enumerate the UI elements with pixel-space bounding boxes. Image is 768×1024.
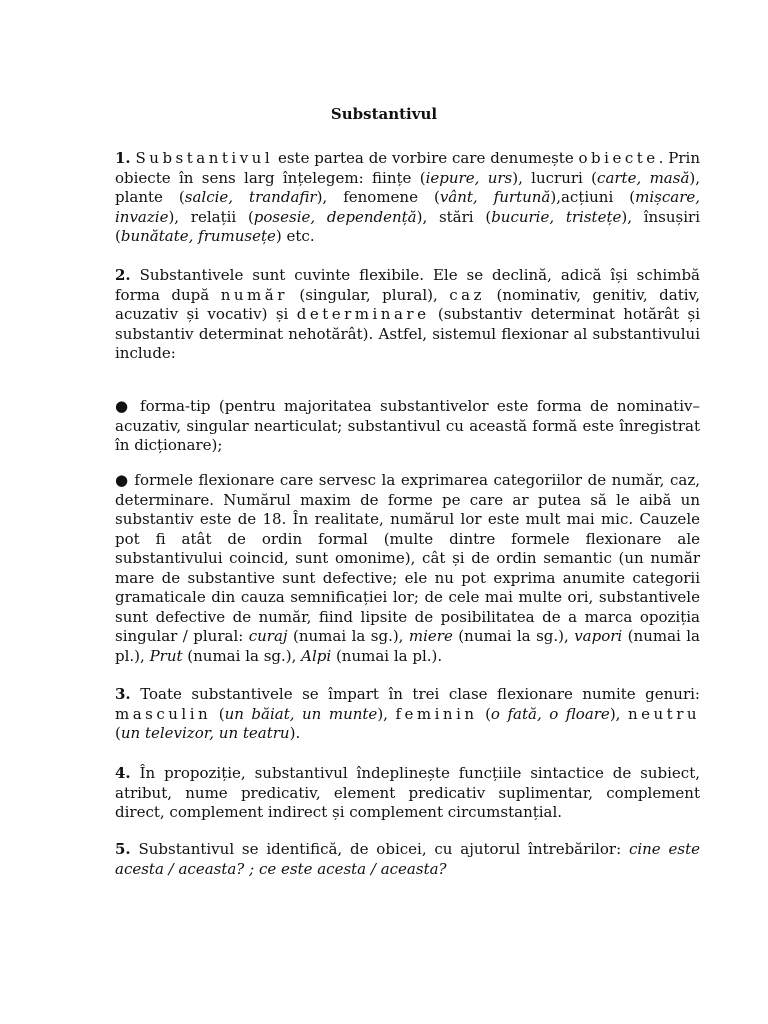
paragraph-text: ), fenomene ( bbox=[316, 188, 440, 206]
paragraph-text: Substantivul se identifică, de obicei, cu ajutorul întrebărilor: bbox=[130, 840, 629, 858]
paragraph-text: ), însușiri ( bbox=[115, 207, 700, 245]
example-italic: Alpi bbox=[301, 646, 332, 665]
paragraph-text: (numai la pl.). bbox=[331, 646, 443, 665]
paragraph-text: ), relații ( bbox=[168, 207, 254, 226]
bullet-icon: ● bbox=[115, 471, 129, 489]
paragraph-text: ), lucruri ( bbox=[512, 168, 598, 187]
example-italic: cine este acesta / aceasta? ; ce este acesta / aceasta? bbox=[115, 840, 700, 878]
paragraph-text: (numai la sg.), bbox=[287, 627, 409, 645]
paragraph-3 bbox=[91, 685, 700, 744]
example-italic: carte, masă bbox=[597, 168, 690, 187]
paragraph-text: ), bbox=[377, 704, 396, 723]
spaced-term: Substantivul bbox=[135, 149, 274, 167]
example-italic: posesie, dependență bbox=[253, 207, 417, 226]
paragraph-text: (numai la pl.), bbox=[115, 627, 700, 665]
paragraph-text: formele flexionare care servesc la exprimarea categoriilor de număr, caz, determinare. Numărul maxim de forme pe care ar putea să le aibă un substantiv este de 18. În realitate, numărul lor este mult mai mic. Cauzele pot fi atât de ordin formal (multe dintre formele flexionare ale substantivului coincid, sunt omonime), cât și de ordin semantic (un număr mare de substantive sunt defective; ele nu pot exprima anumite categorii gramaticale din cauza semnificației lor; de cele mai multe ori, substantivele sunt defective de număr, fiind lipsite de posibilitatea de a marca opoziția singular / plural: bbox=[115, 471, 700, 645]
paragraph-text: ). bbox=[289, 724, 301, 742]
bullet-item-1 bbox=[91, 397, 700, 456]
paragraph-number: 4. bbox=[115, 764, 131, 782]
example-italic: un televizor, un teatru bbox=[120, 724, 290, 742]
paragraph-text: ), stări ( bbox=[416, 207, 492, 226]
example-italic: bunătate, frumusețe bbox=[120, 227, 276, 245]
spaced-term: feminin bbox=[395, 704, 478, 723]
paragraph-text: (singular, plural), bbox=[287, 285, 450, 304]
paragraph-text: . Prin obiecte în sens larg înțelegem: ființe ( bbox=[115, 149, 700, 187]
example-italic: iepure, urs bbox=[425, 168, 513, 187]
example-italic: o fată, o floare bbox=[490, 704, 610, 723]
paragraph-text: ( bbox=[115, 724, 121, 742]
paragraph-number: 2. bbox=[115, 266, 131, 284]
example-italic: miere bbox=[408, 627, 453, 645]
page-title: Substantivul bbox=[330, 105, 438, 123]
bullet-icon: ● bbox=[115, 397, 132, 415]
example-italic: salcie, trandafir bbox=[184, 188, 317, 206]
paragraph-text: ), bbox=[609, 704, 628, 723]
example-italic: un băiat, un munte bbox=[224, 704, 378, 723]
example-italic: Prut bbox=[149, 646, 183, 665]
paragraph-text: ( bbox=[211, 704, 225, 723]
paragraph-text: (nominativ, genitiv, dativ, acuzativ și vocativ) și bbox=[115, 285, 701, 323]
paragraph-text: (numai la sg.), bbox=[182, 646, 302, 665]
paragraph-text: Toate substantivele se împart în trei clase flexionare numite genuri: bbox=[130, 685, 700, 703]
bullet-item-2 bbox=[91, 471, 700, 666]
spaced-term: masculin bbox=[115, 704, 212, 723]
spaced-term: neutru bbox=[627, 704, 701, 723]
paragraph-2 bbox=[91, 266, 700, 364]
paragraph-text: ( bbox=[477, 704, 491, 723]
example-italic: bucurie, tristețe bbox=[491, 207, 622, 226]
paragraph-text: (substantiv determinat hotărât și substantiv determinat nehotărât). Astfel, sistemul flexionar al substantivului include: bbox=[115, 305, 700, 362]
spaced-term: număr bbox=[220, 285, 288, 304]
paragraph-4 bbox=[91, 764, 700, 823]
paragraph-text: (numai la sg.), bbox=[452, 627, 575, 645]
paragraph-text: ), plante ( bbox=[115, 168, 701, 206]
paragraph-text: ),acțiuni ( bbox=[550, 188, 636, 206]
paragraph-5 bbox=[91, 840, 700, 879]
paragraph-text: În propoziție, substantivul îndeplinește funcțiile sintactice de subiect, atribut, nume predicativ, element predicativ suplimentar, complement direct, complement indirect și complement circumstanțial. bbox=[115, 764, 700, 821]
paragraph-text: ) etc. bbox=[275, 227, 315, 245]
example-italic: curaj bbox=[248, 627, 288, 645]
paragraph-1 bbox=[91, 149, 700, 247]
paragraph-text: forma-tip (pentru majoritatea substantivelor este forma de nominativ–acuzativ, singular nearticulat; substantivul cu această formă este înregistrat în dicționare); bbox=[115, 397, 700, 454]
paragraph-text: Substantivele sunt cuvinte flexibile. Ele se declină, adică își schimbă forma după bbox=[115, 266, 700, 304]
spaced-term: caz bbox=[449, 285, 486, 304]
example-italic: vapori bbox=[574, 627, 623, 645]
spaced-term: determinare bbox=[296, 305, 430, 323]
paragraph-text: este partea de vorbire care denumește bbox=[273, 149, 579, 167]
example-italic: mișcare, invazie bbox=[115, 188, 701, 226]
paragraph-number: 5. bbox=[115, 840, 131, 858]
example-italic: vânt, furtună bbox=[439, 188, 551, 206]
paragraph-number: 3. bbox=[115, 685, 131, 703]
paragraph-number: 1. bbox=[115, 149, 131, 167]
spaced-term: obiecte bbox=[578, 149, 659, 167]
